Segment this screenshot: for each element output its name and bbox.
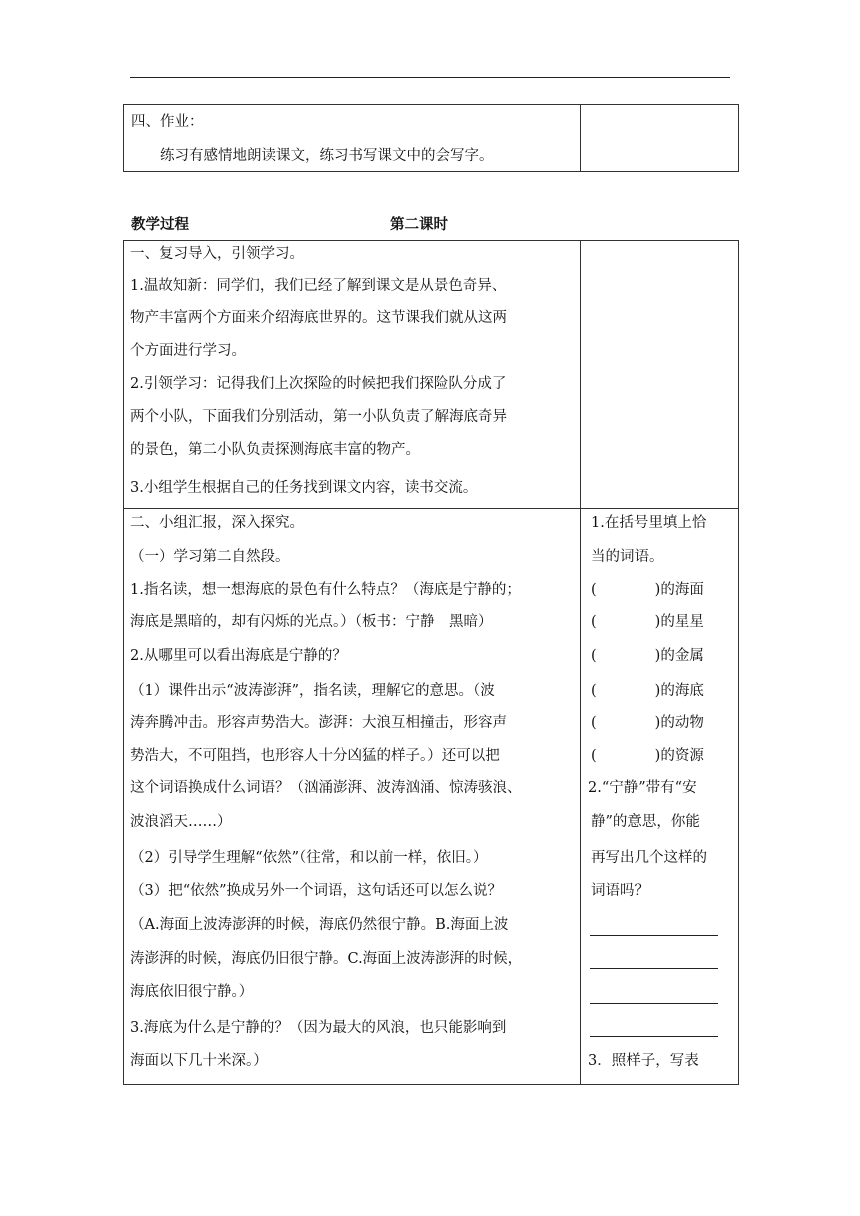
lesson-title: 第二课时 — [390, 216, 448, 233]
report-line: 海底依旧很宁静。） — [130, 984, 254, 1000]
report-line: 海面以下几十米深。） — [130, 1053, 268, 1069]
review-line: 3.小组学生根据自己的任务找到课文内容，读书交流。 — [130, 480, 478, 496]
review-line: 一、复习导入，引领学习。 — [130, 246, 304, 262]
exercise-line: ( )的资源 — [591, 748, 704, 764]
review-line: 两个小队，下面我们分别活动，第一小队负责了解海底奇异 — [130, 409, 507, 425]
report-line: 海底是黑暗的，却有闪烁的光点。）（板书：宁静 黑暗） — [130, 614, 493, 630]
exercise-line: ( )的动物 — [591, 715, 704, 731]
answer-blank — [590, 968, 718, 969]
review-line: 2.引领学习：记得我们上次探险的时候把我们探险队分成了 — [130, 376, 507, 392]
report-line: （3）把“依然”换成另外一个词语，这句话还可以怎么说？ — [130, 883, 503, 899]
answer-blank — [590, 1036, 718, 1037]
header-rule — [130, 77, 730, 78]
report-line: 涛澎湃的时候，海底仍旧很宁静。C.海面上波涛澎湃的时候， — [130, 951, 523, 967]
report-line: 二、小组汇报，深入探究。 — [130, 515, 304, 531]
answer-blank — [590, 935, 718, 936]
review-line: 1.温故知新：同学们，我们已经了解到课文是从景色奇异、 — [130, 278, 507, 294]
homework-heading: 四、作业： — [131, 114, 204, 130]
report-line: 波浪滔天……） — [130, 814, 232, 830]
exercise-line: 3．照样子，写表 — [588, 1053, 699, 1069]
lesson-table-row-divider — [123, 508, 739, 509]
exercise-line: ( )的海面 — [591, 582, 704, 598]
exercise-line: 当的词语。 — [591, 549, 664, 565]
answer-blank — [590, 1003, 718, 1004]
section-label: 教学过程 — [131, 216, 189, 233]
exercise-line: 词语吗？ — [591, 883, 649, 899]
exercise-line: ( )的星星 — [591, 614, 704, 630]
report-line: 3.海底为什么是宁静的？（因为最大的风浪，也只能影响到 — [130, 1020, 507, 1036]
homework-text: 练习有感情地朗读课文，练习书写课文中的会写字。 — [160, 148, 494, 164]
lesson-table-divider — [580, 240, 581, 1085]
report-line: 这个词语换成什么词语？（汹涌澎湃、波涛汹涌、惊涛骇浪、 — [130, 780, 522, 796]
report-line: 1.指名读，想一想海底的景色有什么特点？（海底是宁静的； — [130, 582, 521, 598]
homework-table-divider — [580, 104, 581, 172]
exercise-line: 静”的意思，你能 — [591, 814, 700, 830]
review-line: 的景色，第二小队负责探测海底丰富的物产。 — [130, 442, 420, 458]
report-line: （1）课件出示“波涛澎湃”，指名读，理解它的意思。（波 — [130, 683, 495, 699]
report-line: 涛奔腾冲击。形容声势浩大。澎湃：大浪互相撞击，形容声 — [130, 715, 507, 731]
report-line: （2）引导学生理解“依然”（往常，和以前一样，依旧。） — [130, 850, 488, 866]
exercise-line: ( )的海底 — [591, 683, 704, 699]
review-line: 物产丰富两个方面来介绍海底世界的。这节课我们就从这两 — [130, 310, 507, 326]
exercise-line: 1.在括号里填上恰 — [591, 515, 707, 531]
exercise-line: ( )的金属 — [591, 648, 704, 664]
report-line: 势浩大，不可阻挡，也形容人十分凶猛的样子。）还可以把 — [130, 748, 500, 764]
report-line: （A.海面上波涛澎湃的时候，海底仍然很宁静。B.海面上波 — [130, 917, 509, 933]
exercise-line: 2.“宁静”带有“安 — [588, 780, 697, 796]
report-line: 2.从哪里可以看出海底是宁静的？ — [130, 648, 347, 664]
report-line: （一）学习第二自然段。 — [130, 549, 290, 565]
exercise-line: 再写出几个这样的 — [591, 850, 707, 866]
review-line: 个方面进行学习。 — [130, 343, 246, 359]
